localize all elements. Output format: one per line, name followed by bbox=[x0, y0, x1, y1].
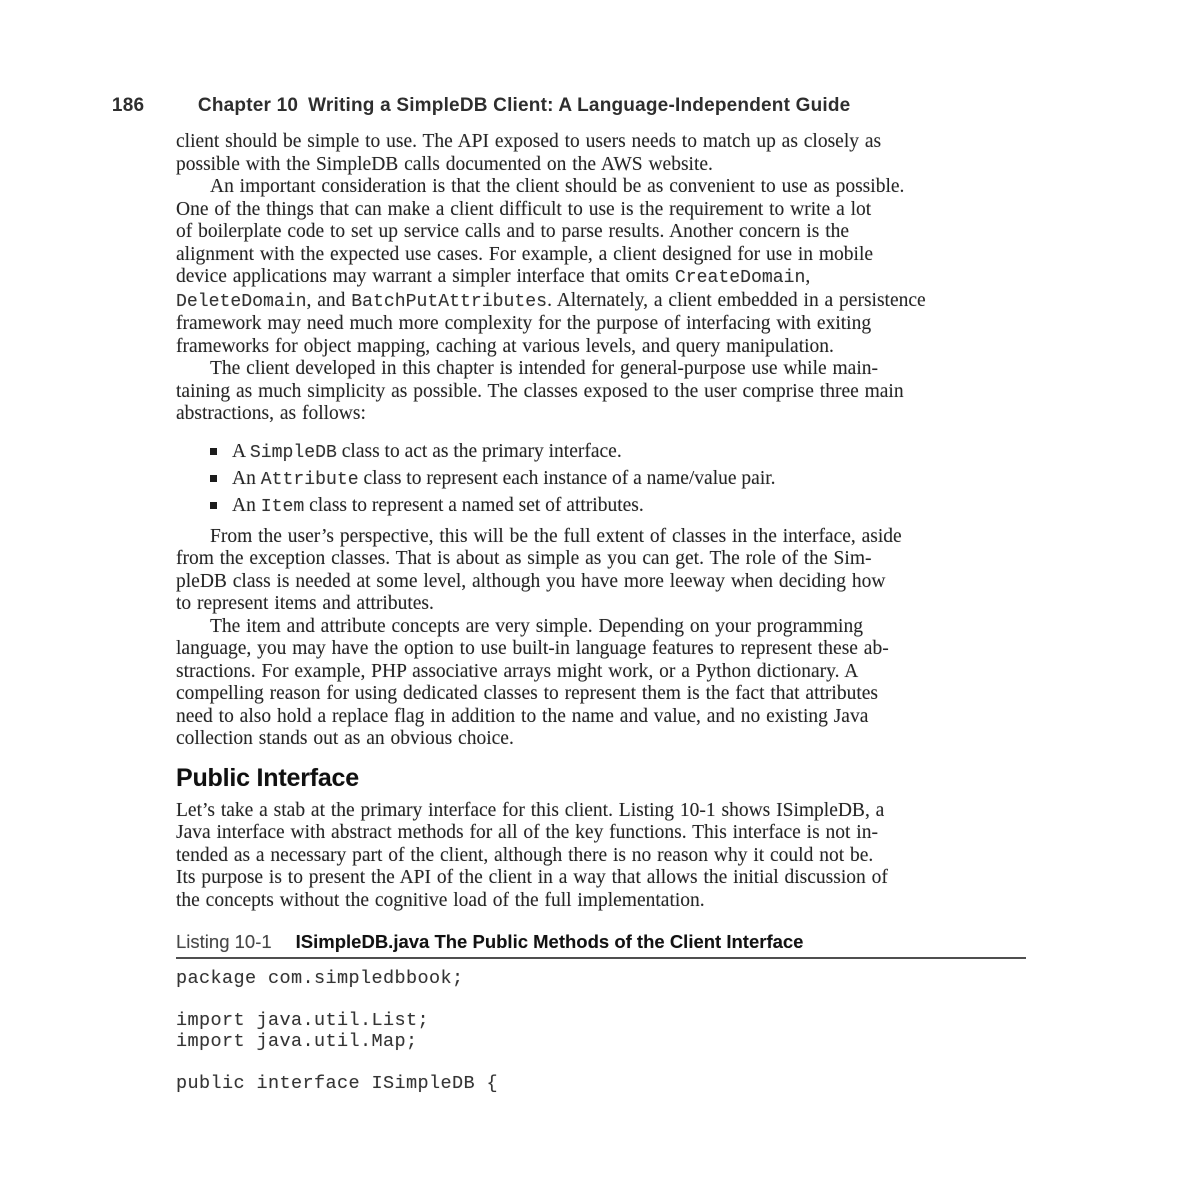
text-line: pleDB class is needed at some level, although you have more leeway when deciding how bbox=[176, 570, 886, 592]
paragraph bbox=[176, 176, 1026, 358]
text-line: compelling reason for using dedicated classes to represent them is the fact that attributes bbox=[176, 683, 878, 704]
list-item: A SimpleDB class to act as the primary interface. bbox=[176, 439, 1026, 466]
running-header bbox=[90, 71, 850, 140]
text-line: Its purpose is to present the API of the client in a way that allows the initial discussion of bbox=[176, 867, 888, 888]
code-line bbox=[176, 1052, 1026, 1073]
code-line: public interface ISimpleDB { bbox=[176, 1073, 499, 1094]
text-line: from the exception classes. That is about as simple as you can get. The role of the Sim- bbox=[176, 548, 872, 569]
listing-title: ISimpleDB.java The Public Methods of the Client Interface bbox=[295, 931, 804, 952]
text-line: framework may need much more complexity for the purpose of interfacing with exiting bbox=[176, 313, 872, 334]
paragraph bbox=[176, 616, 1026, 751]
paragraph bbox=[176, 800, 1026, 913]
page-number: 186 bbox=[111, 95, 145, 116]
text-line: Java interface with abstract methods for all of the key functions. This interface is not in- bbox=[176, 822, 878, 843]
text-line: language, you may have the option to use built-in language features to represent these ab- bbox=[176, 638, 889, 659]
paragraph bbox=[176, 526, 1026, 616]
inline-code: DeleteDomain bbox=[176, 291, 307, 312]
text-line: stractions. For example, PHP associative arrays might work, or a Python dictionary. A bbox=[176, 660, 859, 682]
inline-code: Attribute bbox=[260, 469, 359, 490]
list-item: An Attribute class to represent each instance of a name/value pair. bbox=[176, 466, 1026, 493]
inline-code: Item bbox=[260, 496, 305, 517]
inline-code: CreateDomain bbox=[674, 268, 806, 288]
text-line: An important consideration is that the client should be as convenient to use as possible. bbox=[210, 176, 905, 197]
text-line: The client developed in this chapter is intended for general-purpose use while main- bbox=[210, 358, 878, 379]
text-line: need to also hold a replace flag in addition to the name and value, and no existing Java bbox=[176, 705, 869, 727]
section-heading: Public Interface bbox=[176, 763, 359, 792]
code-line: import java.util.List; bbox=[176, 1010, 430, 1031]
listing-label: Listing 10-1 bbox=[176, 931, 272, 952]
text-line: abstractions, as follows: bbox=[176, 403, 366, 424]
text-line: of boilerplate code to set up service calls and to parse results. Another concern is the bbox=[176, 221, 850, 242]
paragraph bbox=[176, 131, 1026, 176]
text-line: DeleteDomain, and BatchPutAttributes. Alternately, a client embedded in a persistence bbox=[176, 289, 926, 312]
inline-code: BatchPutAttributes bbox=[351, 291, 548, 312]
text-line: to represent items and attributes. bbox=[176, 593, 434, 614]
text-line: tended as a necessary part of the client, although there is no reason why it could not be. bbox=[176, 844, 874, 866]
square-bullet-icon bbox=[210, 475, 217, 482]
text-line: possible with the SimpleDB calls documented on the AWS website. bbox=[176, 153, 713, 175]
bullet-list bbox=[176, 439, 1026, 520]
text-line: collection stands out as an obvious choice. bbox=[176, 728, 514, 749]
paragraph bbox=[176, 358, 1026, 426]
text-line: The item and attribute concepts are very simple. Depending on your programming bbox=[210, 615, 863, 637]
chapter-label: Chapter 10 bbox=[197, 95, 299, 116]
text-line: client should be simple to use. The API exposed to users needs to match up as closely as bbox=[176, 131, 882, 152]
code-line: import java.util.Map; bbox=[176, 1031, 418, 1052]
text-line: alignment with the expected use cases. For example, a client designed for use in mobile bbox=[176, 243, 874, 265]
square-bullet-icon bbox=[210, 448, 217, 455]
text-line: frameworks for object mapping, caching at various levels, and query manipulation. bbox=[176, 335, 834, 357]
square-bullet-icon bbox=[210, 502, 217, 509]
text-line: From the user’s perspective, this will be the full extent of classes in the interface, aside bbox=[210, 525, 902, 547]
inline-code: SimpleDB bbox=[249, 442, 337, 463]
code-block bbox=[176, 968, 1026, 1094]
page-body bbox=[176, 131, 1026, 1094]
code-line: package com.simpledbbook; bbox=[176, 968, 464, 989]
text-line: Let’s take a stab at the primary interface for this client. Listing 10-1 shows ISimpleDB, a bbox=[176, 799, 885, 821]
text-line: One of the things that can make a client difficult to use is the requirement to write a lot bbox=[176, 198, 872, 220]
listing-caption bbox=[176, 930, 1026, 959]
text-line: device applications may warrant a simpler interface that omits CreateDomain, bbox=[176, 266, 811, 288]
text-line: the concepts without the cognitive load of the full implementation. bbox=[176, 889, 705, 911]
text-line: taining as much simplicity as possible. The classes exposed to the user comprise three main bbox=[176, 380, 904, 402]
list-item: An Item class to represent a named set of attributes. bbox=[176, 493, 1026, 520]
code-line bbox=[176, 989, 1026, 1010]
chapter-title: Writing a SimpleDB Client: A Language-Independent Guide bbox=[308, 95, 851, 116]
